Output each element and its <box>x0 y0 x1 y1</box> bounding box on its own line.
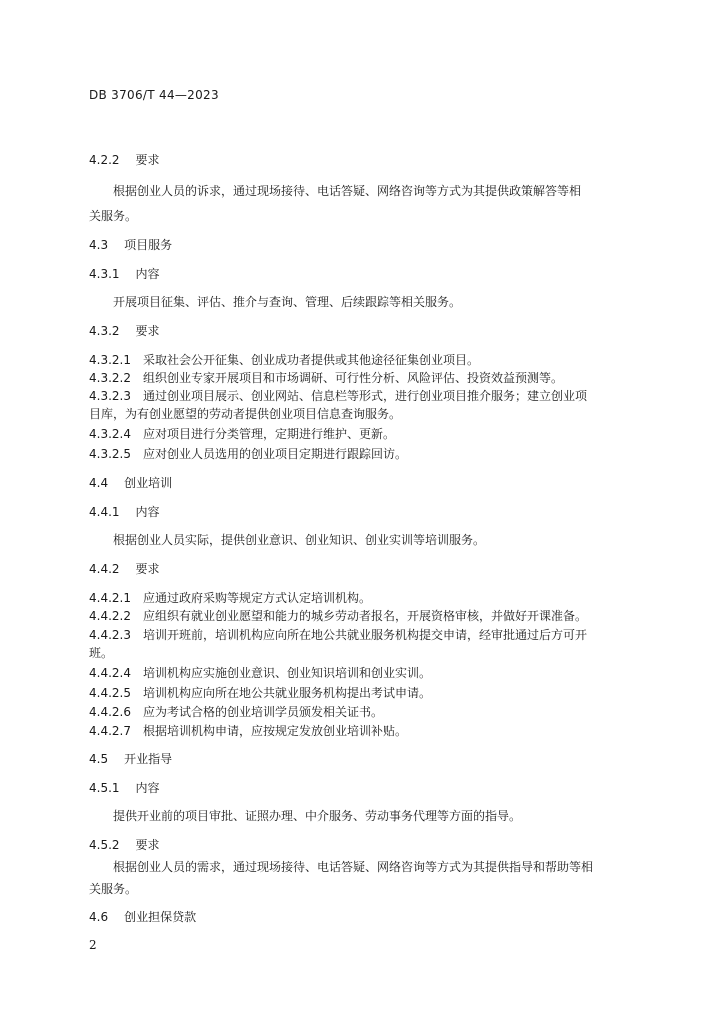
clause-text: 创业培训 <box>124 476 173 490</box>
clause-text: 采取社会公开征集、创业成功者提供或其他途径征集创业项目。 <box>142 353 479 367</box>
list-item <box>89 627 587 643</box>
clause-number: 4.4 <box>89 476 109 490</box>
clause-text: 根据创业人员的需求，通过现场接待、电话答疑、网络咨询等方式为其提供指导和帮助等相 <box>113 860 594 874</box>
clause-number: 4.4.2.1 <box>89 591 131 605</box>
clause-text: 根据培训机构申请，应按规定发放创业培训补贴。 <box>142 724 407 738</box>
clause-text: 目库，为有创业愿望的劳动者提供创业项目信息查询服务。 <box>89 407 402 421</box>
clause-text: 培训机构应实施创业意识、创业知识培训和创业实训。 <box>142 666 431 680</box>
clause-text: 项目服务 <box>124 238 173 252</box>
clause-number: 4.3.2.3 <box>89 389 131 403</box>
clause-text: 关服务。 <box>89 209 138 223</box>
clause-text: 要求 <box>135 324 160 338</box>
list-item <box>89 608 587 624</box>
clause-text: 培训机构应向所在地公共就业服务机构提出考试申请。 <box>142 686 431 700</box>
list-item <box>89 426 395 442</box>
clause-number: 4.4.2.4 <box>89 666 131 680</box>
paragraph-line <box>113 532 485 548</box>
list-item <box>89 590 371 606</box>
clause-text: 培训开班前，培训机构应向所在地公共就业服务机构提交申请，经审批通过后方可开 <box>142 628 587 642</box>
clause-text: 要求 <box>135 153 160 167</box>
paragraph-line <box>113 859 593 875</box>
section-heading <box>89 266 160 282</box>
clause-text: 通过创业项目展示、创业网站、信息栏等形式，进行创业项目推介服务；建立创业项 <box>142 389 587 403</box>
document-header: DB 3706/T 44—2023 <box>89 88 219 102</box>
clause-number: 4.4.2.7 <box>89 724 131 738</box>
clause-text: 内容 <box>135 781 160 795</box>
section-heading <box>89 152 160 168</box>
clause-text: 班。 <box>89 646 114 660</box>
section-heading <box>89 837 160 853</box>
list-item <box>89 665 431 681</box>
clause-number: 4.2.2 <box>89 153 120 167</box>
clause-text: 根据创业人员的诉求，通过现场接待、电话答疑、网络咨询等方式为其提供政策解答等相 <box>113 184 582 198</box>
clause-number: 4.5.2 <box>89 838 120 852</box>
list-item <box>89 352 479 368</box>
clause-number: 4.3.2.4 <box>89 427 131 441</box>
clause-number: 4.3.1 <box>89 267 120 281</box>
clause-number: 4.3.2.1 <box>89 353 131 367</box>
clause-number: 4.4.2.5 <box>89 686 131 700</box>
page-number: 2 <box>89 938 97 952</box>
clause-text: 应为考试合格的创业培训学员颁发相关证书。 <box>142 705 383 719</box>
paragraph-line <box>89 881 137 897</box>
section-heading <box>89 751 172 767</box>
section-heading <box>89 504 160 520</box>
paragraph-line <box>89 208 137 224</box>
clause-text: 根据创业人员实际，提供创业意识、创业知识、创业实训等培训服务。 <box>113 533 486 547</box>
list-item <box>89 446 407 462</box>
list-item <box>89 723 407 739</box>
clause-text: 组织创业专家开展项目和市场调研、可行性分析、风险评估、投资效益预测等。 <box>142 371 563 385</box>
clause-number: 4.4.2.2 <box>89 609 131 623</box>
clause-text: 创业担保贷款 <box>124 910 197 924</box>
clause-text: 应通过政府采购等规定方式认定培训机构。 <box>142 591 371 605</box>
list-item <box>89 645 113 661</box>
section-heading <box>89 561 160 577</box>
list-item <box>89 704 383 720</box>
clause-text: 内容 <box>135 267 160 281</box>
clause-number: 4.5 <box>89 752 109 766</box>
clause-number: 4.3 <box>89 238 109 252</box>
paragraph-line <box>113 294 461 310</box>
clause-text: 应对创业人员选用的创业项目定期进行跟踪回访。 <box>142 447 407 461</box>
clause-number: 4.3.2.5 <box>89 447 131 461</box>
clause-number: 4.3.2.2 <box>89 371 131 385</box>
clause-text: 关服务。 <box>89 882 138 896</box>
list-item <box>89 370 563 386</box>
clause-text: 应组织有就业创业愿望和能力的城乡劳动者报名，开展资格审核，并做好开课准备。 <box>142 609 587 623</box>
section-heading <box>89 323 160 339</box>
clause-number: 4.4.2.6 <box>89 705 131 719</box>
list-item <box>89 406 401 422</box>
section-heading <box>89 909 196 925</box>
clause-text: 开业指导 <box>124 752 173 766</box>
clause-text: 应对项目进行分类管理，定期进行维护、更新。 <box>142 427 395 441</box>
list-item <box>89 685 431 701</box>
clause-number: 4.6 <box>89 910 109 924</box>
section-heading <box>89 780 160 796</box>
clause-text: 开展项目征集、评估、推介与查询、管理、后续跟踪等相关服务。 <box>113 295 462 309</box>
clause-text: 要求 <box>135 562 160 576</box>
clause-number: 4.5.1 <box>89 781 120 795</box>
list-item <box>89 388 587 404</box>
clause-text: 要求 <box>135 838 160 852</box>
paragraph-line <box>113 183 581 199</box>
clause-number: 4.4.2.3 <box>89 628 131 642</box>
clause-number: 4.4.1 <box>89 505 120 519</box>
clause-text: 内容 <box>135 505 160 519</box>
paragraph-line <box>113 808 521 824</box>
clause-number: 4.4.2 <box>89 562 120 576</box>
clause-text: 提供开业前的项目审批、证照办理、中介服务、劳动事务代理等方面的指导。 <box>113 809 522 823</box>
section-heading <box>89 237 172 253</box>
clause-number: 4.3.2 <box>89 324 120 338</box>
section-heading <box>89 475 172 491</box>
